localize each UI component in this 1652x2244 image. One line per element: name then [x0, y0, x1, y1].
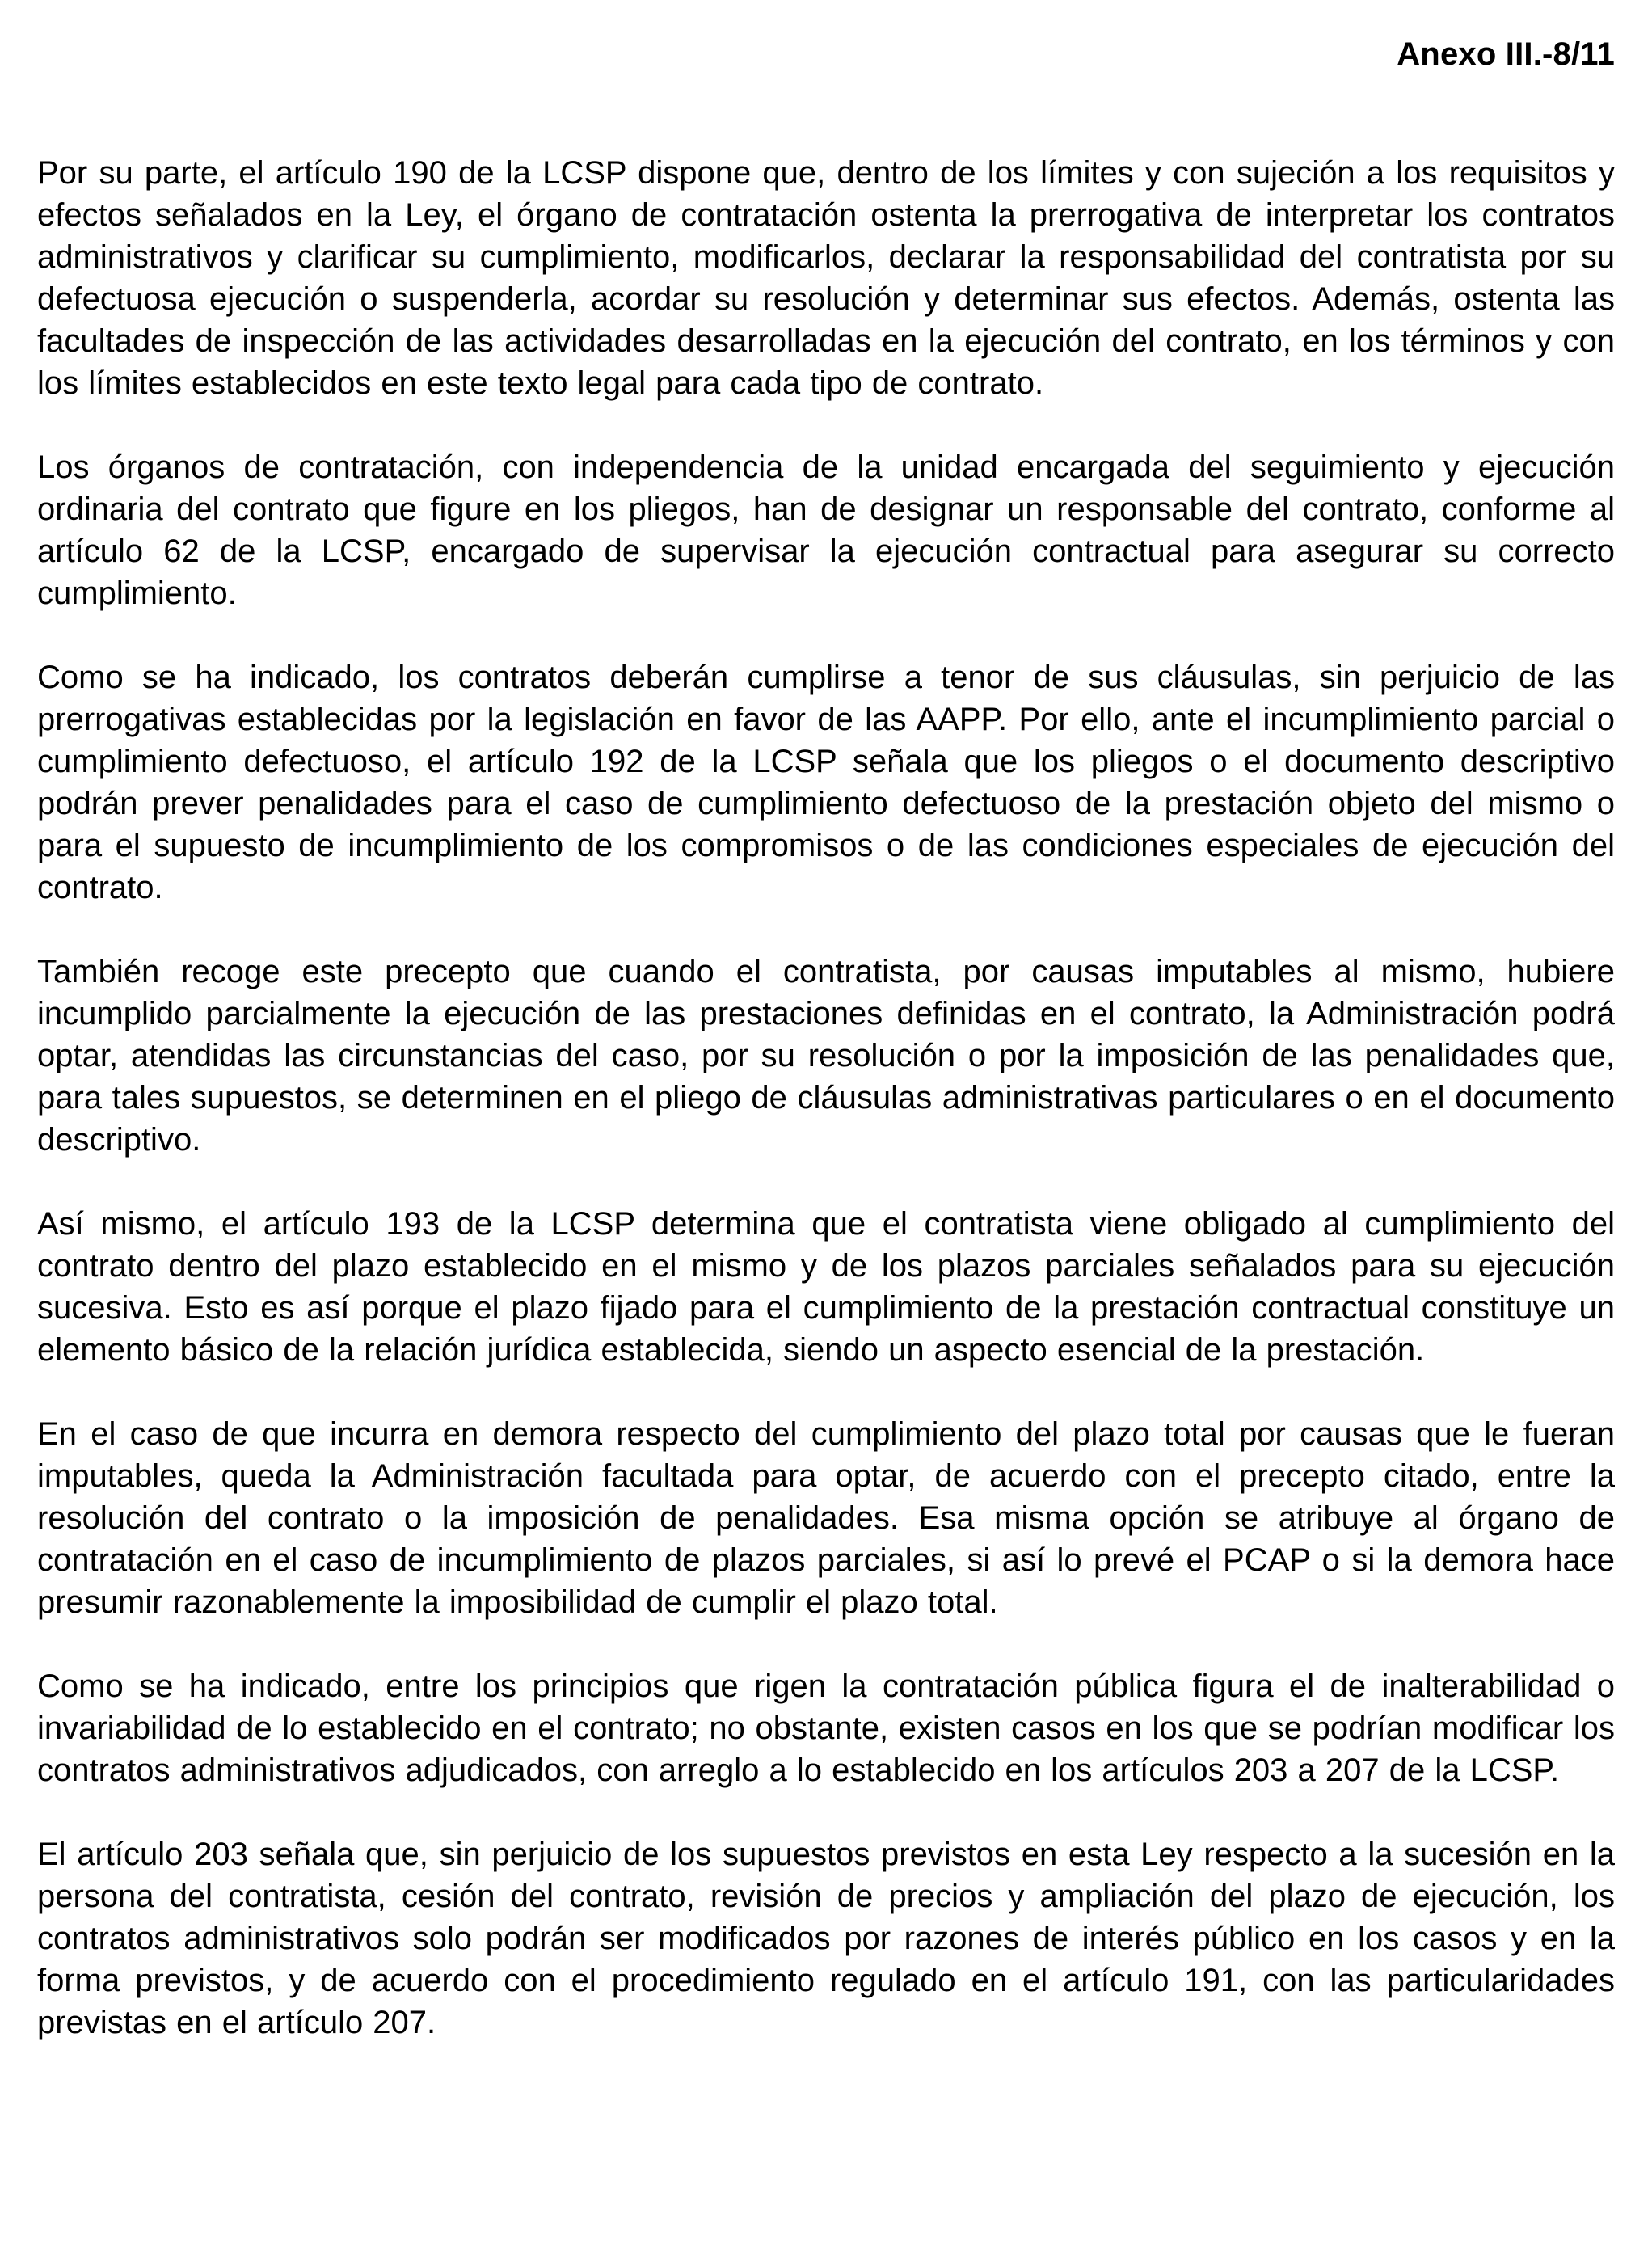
document-body — [37, 152, 1615, 2044]
paragraph-art-193-plazos: Así mismo, el artículo 193 de la LCSP determina que el contratista viene obligado al cumplimiento del contrato dentro del plazo establecido en el mismo y de los plazos parciales señalados para su ejecución sucesiva. Esto es así porque el plazo fijado para el cumplimiento de la prestación contractual constituye un elemento básico de la relación jurídica establecida, siendo un aspecto esencial de la prestación. — [37, 1206, 1615, 1368]
paragraph-art-203: El artículo 203 señala que, sin perjuicio de los supuestos previstos en esta Ley respecto a la sucesión en la persona del contratista, cesión del contrato, revisión de precios y ampliación del plazo de ejecución, los contratos administrativos solo podrán ser modificados por razones de interés público en los casos y en la forma previstos, y de acuerdo con el procedimiento regulado en el artículo 191, con las particularidades previstas en el artículo 207. — [37, 1837, 1615, 2040]
paragraph-art-192-penalidades: Como se ha indicado, los contratos deberán cumplirse a tenor de sus cláusulas, sin perjuicio de las prerrogativas establecidas por la legislación en favor de las AAPP. Por ello, ante el incumplimiento parcial o cumplimiento defectuoso, el artículo 192 de la LCSP señala que los pliegos o el documento descriptivo podrán prever penalidades para el caso de cumplimiento defectuoso de la prestación objeto del mismo o para el supuesto de incumplimiento de los compromisos o de las condiciones especiales de ejecución del contrato. — [37, 660, 1615, 905]
paragraph-modificacion-contratos: Como se ha indicado, entre los principios que rigen la contratación pública figura el de inalterabilidad o invariabilidad de lo establecido en el contrato; no obstante, existen casos en los que se podrían modificar los contratos administrativos adjudicados, con arreglo a lo establecido en los artículos 203 a 207 de la LCSP. — [37, 1668, 1615, 1788]
paragraph-incumplimiento-parcial: También recoge este precepto que cuando el contratista, por causas imputables al mismo, hubiere incumplido parcialmente la ejecución de las prestaciones definidas en el contrato, la Administración podrá optar, atendidas las circunstancias del caso, por su resolución o por la imposición de las penalidades que, para tales supuestos, se determinen en el pliego de cláusulas administrativas particulares o en el documento descriptivo. — [37, 954, 1615, 1158]
annex-page-number-header: Anexo III.-8/11 — [1397, 36, 1615, 72]
paragraph-responsable-contrato: Los órganos de contratación, con independencia de la unidad encargada del seguimiento y ejecución ordinaria del contrato que figure en los pliegos, han de designar un responsable del contrato, conforme al artículo 62 de la LCSP, encargado de supervisar la ejecución contractual para asegurar su correcto cumplimiento. — [37, 449, 1615, 611]
paragraph-demora: En el caso de que incurra en demora respecto del cumplimiento del plazo total por causas que le fueran imputables, queda la Administración facultada para optar, de acuerdo con el precepto citado, entre la resolución del contrato o la imposición de penalidades. Esa misma opción se atribuye al órgano de contratación en el caso de incumplimiento de plazos parciales, si así lo prevé el PCAP o si la demora hace presumir razonablemente la imposibilidad de cumplir el plazo total. — [37, 1416, 1615, 1620]
paragraph-art-190-prerrogativas: Por su parte, el artículo 190 de la LCSP dispone que, dentro de los límites y con sujeción a los requisitos y efectos señalados en la Ley, el órgano de contratación ostenta la prerrogativa de interpretar los contratos administrativos y clarificar su cumplimiento, modificarlos, declarar la responsabilidad del contratista por su defectuosa ejecución o suspenderla, acordar su resolución y determinar sus efectos. Además, ostenta las facultades de inspección de las actividades desarrolladas en la ejecución del contrato, en los términos y con los límites establecidos en este texto legal para cada tipo de contrato. — [37, 155, 1615, 401]
